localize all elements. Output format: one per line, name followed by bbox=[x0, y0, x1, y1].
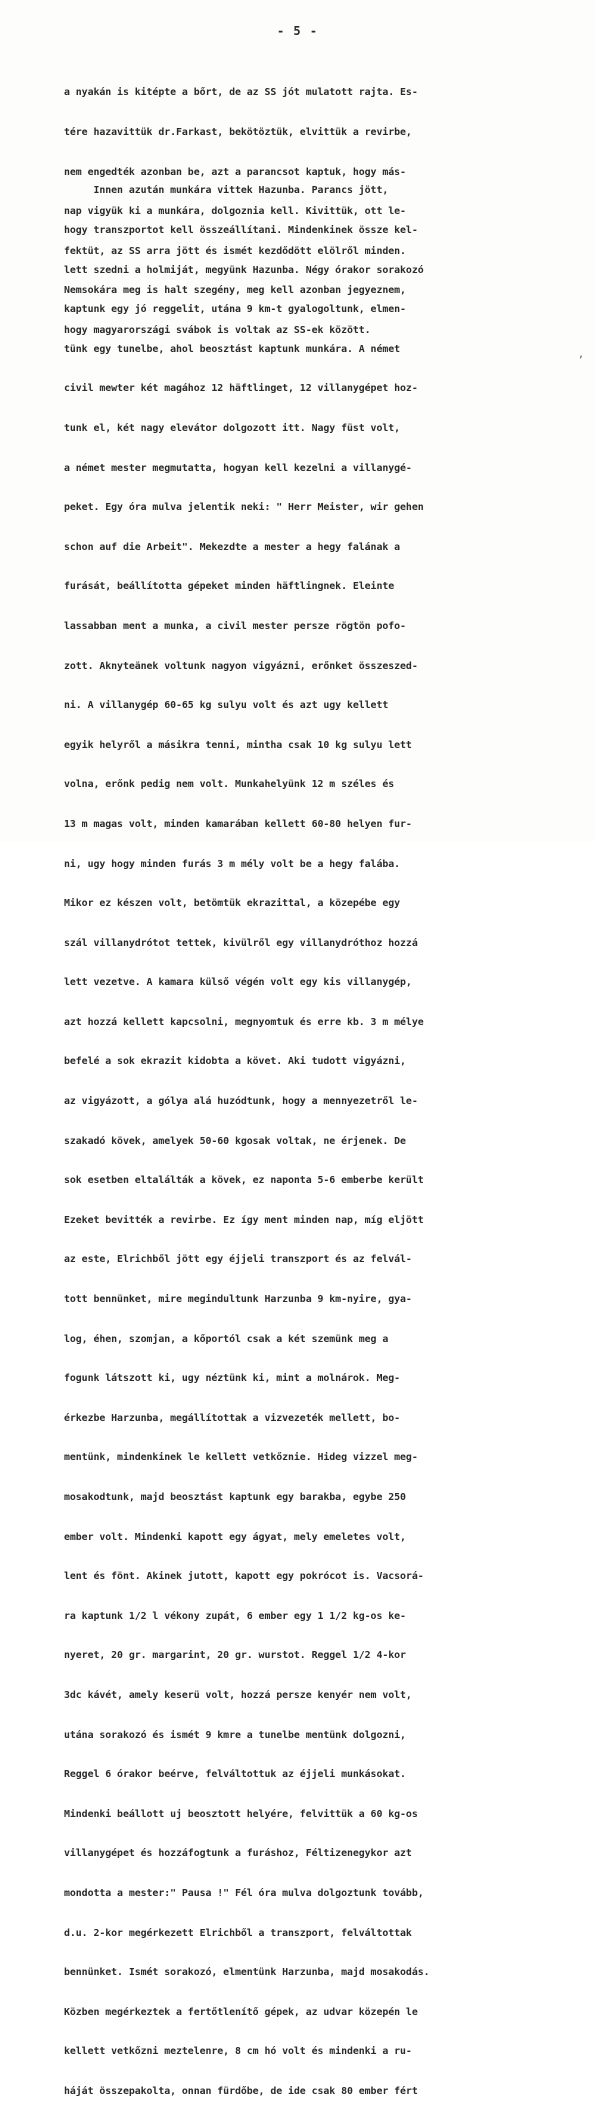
text-line: peket. Egy óra mulva jelentik neki: " Herr Meister, wir gehen bbox=[64, 502, 424, 514]
text-line: mondotta a mester:" Pausa !" Fél óra mulva dolgoztunk tovább, bbox=[64, 1887, 424, 1899]
text-line: fektüt, az SS arra jött és ismét kezdődött elölről minden. bbox=[64, 245, 406, 257]
text-line: tott bennünket, mire megindultunk Harzunba 9 km-nyire, gya- bbox=[64, 1294, 412, 1306]
text-line: nap vigyük ki a munkára, dolgoznia kell. Kivittük, ott le- bbox=[64, 206, 406, 218]
text-line: ra kaptunk 1/2 l vékony zupát, 6 ember egy 1 1/2 kg-os ke- bbox=[64, 1610, 406, 1622]
text-line: ni. A villanygép 60-65 kg sulyu volt és azt ugy kellett bbox=[64, 700, 389, 712]
text-line: a nyakán is kitépte a bőrt, de az SS jót mulatott rajta. Es- bbox=[64, 87, 418, 99]
text-line: az vigyázott, a gólya alá huzódtunk, hogy a mennyezetről le- bbox=[64, 1096, 418, 1108]
text-line: mosakodtunk, majd beosztást kaptunk egy barakba, egybe 250 bbox=[64, 1492, 406, 1503]
text-line: sok esetben eltalálták a kövek, ez naponta 5-6 emberbe került bbox=[64, 1175, 424, 1187]
margin-mark: , bbox=[578, 349, 585, 360]
text-line: 3dc kávét, amely keserü volt, hozzá persze kenyér nem volt, bbox=[64, 1689, 412, 1701]
text-line: schon auf die Arbeit". Mekezdte a mester a hegy falának a bbox=[64, 541, 401, 553]
text-line: tére hazavittük dr.Farkast, bekötöztük, elvittük a revirbe, bbox=[64, 127, 412, 138]
text-line: lett szedni a holmiját, megyünk Hazunba. Négy órakor sorakozó bbox=[64, 264, 424, 276]
text-line: hogy magyarországi svábok is voltak az SS-ek között. bbox=[64, 324, 371, 336]
text-line: háját összepakolta, onnan fürdőbe, de ide csak 80 ember fért bbox=[64, 2085, 418, 2097]
text-line: nyeret, 20 gr. margarint, 20 gr. wurstot. Reggel 1/2 4-kor bbox=[64, 1650, 406, 1662]
text-line: volna, erőnk pedig nem volt. Munkahelyünk 12 m széles és bbox=[64, 779, 395, 791]
text-line: Ezeket bevitték a revirbe. Ez így ment minden nap, míg eljött bbox=[64, 1214, 424, 1226]
text-line: 13 m magas volt, minden kamarában kellett 60-80 helyen fur- bbox=[64, 818, 412, 830]
text-line: lett vezetve. A kamara külső végén volt egy kis villanygép, bbox=[64, 977, 412, 989]
text-line: szál villanydrótot tettek, kivülről egy villanydróthoz hozzá bbox=[64, 937, 418, 949]
text-line: nem engedték azonban be, azt a parancsot kaptuk, hogy más- bbox=[64, 166, 406, 178]
text-line: tünk egy tunelbe, ahol beosztást kaptunk munkára. A német bbox=[64, 343, 401, 355]
text-line: Közben megérkeztek a fertőtlenítő gépek, az udvar közepén le bbox=[64, 2006, 418, 2018]
text-line: d.u. 2-kor megérkezett Elrichből a transzport, felváltottak bbox=[64, 1927, 412, 1939]
text-line: Reggel 6 órakor beérve, felváltottuk az éjjeli munkásokat. bbox=[64, 1769, 406, 1781]
text-line: az este, Elrichből jött egy éjjeli transzport és az felvál- bbox=[64, 1254, 412, 1266]
text-line: szakadó kövek, amelyek 50-60 kgosak voltak, ne érjenek. De bbox=[64, 1135, 406, 1147]
page-number: - 5 - bbox=[276, 24, 319, 38]
text-line: hogy transzportot kell összeállítani. Mindenkinek össze kel- bbox=[64, 225, 418, 236]
text-line: zott. Aknyteänek voltunk nagyon vigyázni, erőnket összeszed- bbox=[64, 660, 418, 672]
text-line: ember volt. Mindenki kapott egy ágyat, mely emeletes volt, bbox=[64, 1531, 406, 1543]
text-line: utána sorakozó és ismét 9 kmre a tunelbe mentünk dolgozni, bbox=[64, 1729, 406, 1741]
text-line: a német mester megmutatta, hogyan kell kezelni a villanygé- bbox=[64, 462, 412, 474]
text-line: fogunk látszott ki, ugy néztünk ki, mint a molnárok. Meg- bbox=[64, 1373, 401, 1385]
text-line: Innen azután munkára vittek Hazunba. Parancs jött, bbox=[64, 185, 389, 197]
text-line: Mindenki beállott uj beosztott helyére, felvittük a 60 kg-os bbox=[64, 1808, 418, 1820]
text-line: érkezbe Harzunba, megállítottak a vizvezeték mellett, bo- bbox=[64, 1412, 401, 1424]
text-line: egyik helyről a másikra tenni, mintha csak 10 kg sulyu lett bbox=[64, 739, 412, 751]
text-line: tunk el, két nagy elevátor dolgozott itt. Nagy füst volt, bbox=[64, 422, 401, 434]
text-line: Nemsokára meg is halt szegény, meg kell azonban jegyeznem, bbox=[64, 285, 406, 297]
text-line: villanygépet és hozzáfogtunk a furáshoz, Féltizenegykor azt bbox=[64, 1848, 412, 1860]
text-line: kaptunk egy jó reggelit, utána 9 km-t gyalogoltunk, elmen- bbox=[64, 304, 406, 316]
text-line: azt hozzá kellett kapcsolni, megnyomtuk és erre kb. 3 m mélye bbox=[64, 1016, 424, 1028]
text-line: mentünk, mindenkinek le kellett vetkőznie. Hideg vizzel meg- bbox=[64, 1452, 418, 1464]
text-line: ni, ugy hogy minden furás 3 m mély volt be a hegy falába. bbox=[64, 858, 401, 870]
text-line: bennünket. Ismét sorakozó, elmentünk Harzunba, majd mosakodás. bbox=[64, 1967, 430, 1979]
text-line: log, éhen, szomjan, a kőportól csak a két szemünk meg a bbox=[64, 1333, 389, 1345]
text-line: befelé a sok ekrazit kidobta a követ. Aki tudott vigyázni, bbox=[64, 1056, 406, 1068]
text-line: furását, beállította gépeket minden häftlingnek. Eleinte bbox=[64, 581, 395, 593]
text-line: kellett vetkőzni meztelenre, 8 cm hó volt és mindenki a ru- bbox=[64, 2046, 412, 2058]
text-line: Mikor ez készen volt, betömtük ekrazittal, a közepébe egy bbox=[64, 898, 401, 910]
text-line: lent és fönt. Akinek jutott, kapott egy pokrócot is. Vacsorá- bbox=[64, 1571, 424, 1583]
paragraph-2 bbox=[64, 158, 569, 2125]
text-line: civil mewter két magához 12 häftlinget, 12 villanygépet hoz- bbox=[64, 383, 418, 395]
text-line: lassabban ment a munka, a civil mester persze rögtön pofo- bbox=[64, 620, 406, 632]
